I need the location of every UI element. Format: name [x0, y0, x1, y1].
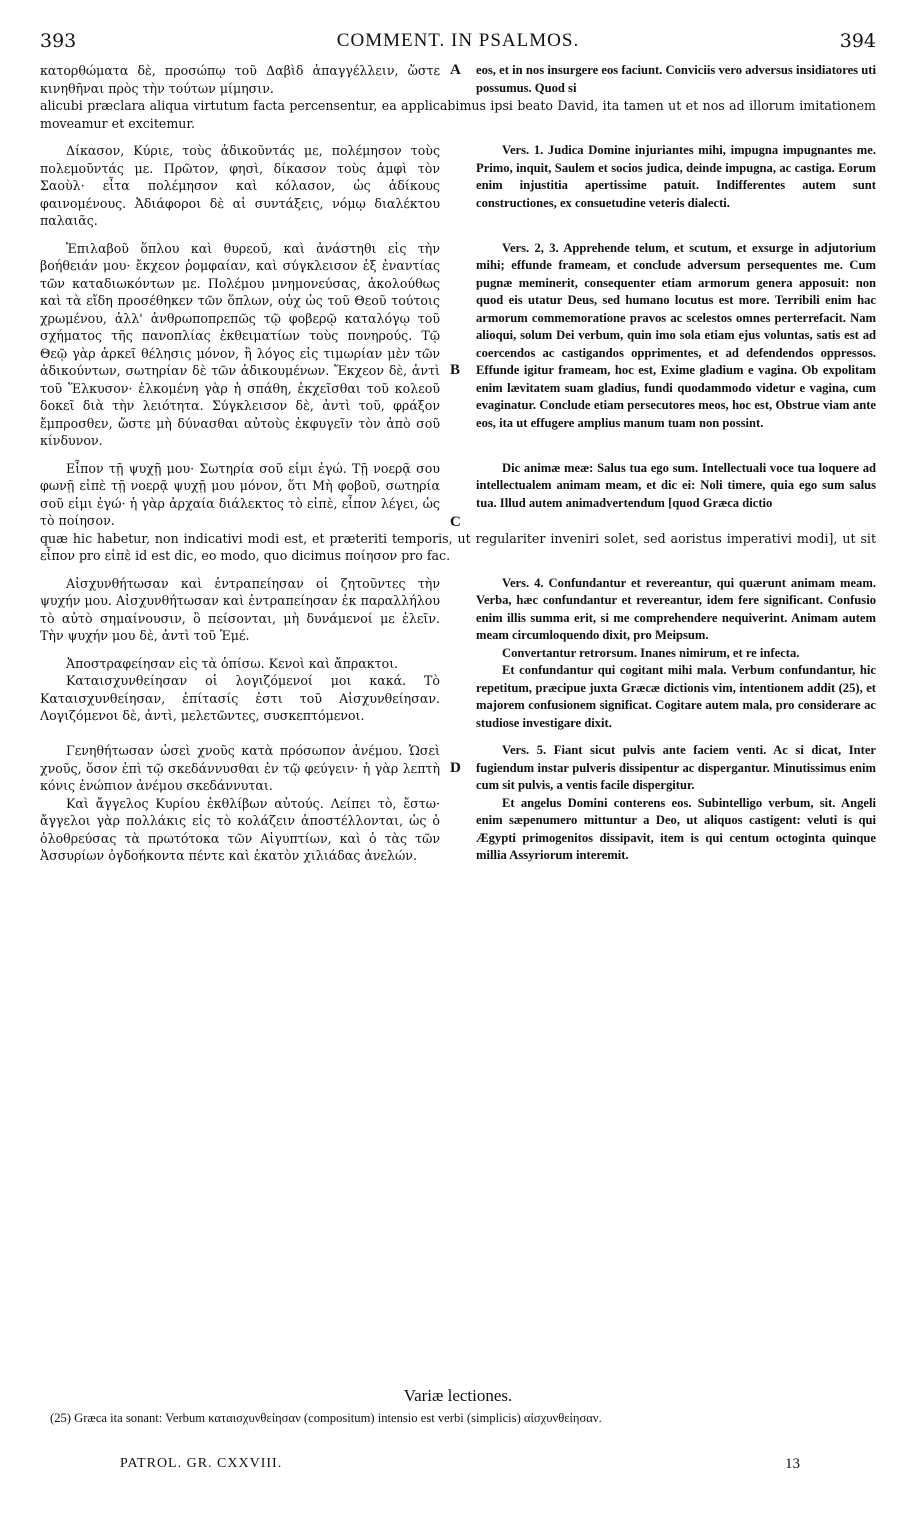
latin-column — [462, 142, 876, 212]
intro-row — [40, 62, 876, 97]
section-verse-4 — [40, 575, 876, 733]
full-width-paragraph: quæ hic habetur, non indicativi modi est, et præteriti temporis, ut regulariter inveniri solet, sed aoristus imperativi modi], ut sit εἶπον pro εἰπὲ id est dic, eo modo, quo dicimus ποίησον pro fac. — [40, 530, 876, 563]
greek-paragraph: Δίκασον, Κύριε, τοὺς ἀδικοῦντάς με, πολέμησον τοὺς πολεμοῦντάς με. Πρῶτον, φησὶ, δίκασον τοὺς ἀμφὶ τὸν Σαοὺλ· εἶτα πολέμησον καὶ κόλασον, ὡς ἀδίκους φαινομένους. Ἀδιάφοροι δὲ αἱ συντάξεις, νόμῳ διαλέκτου παλαιᾶς. — [40, 143, 440, 228]
latin-paragraph: eos, et in nos insurgere eos faciunt. Conviciis vero adversus insidiatores uti possumus. Quod si — [476, 63, 876, 95]
latin-column — [462, 240, 876, 433]
greek-column — [40, 62, 462, 97]
latin-column — [462, 62, 876, 97]
latin-column — [462, 460, 876, 513]
greek-paragraph: Καὶ ἄγγελος Κυρίου ἐκθλίβων αὐτούς. Λείπει τὸ, ἔστω· ἄγγελοι γὰρ πολλάκις εἰς τὸ κολάζειν ἀποστέλλονται, ὡς ὁ ὀλοθρεύσας τὰ πρωτότοκα τῶν Αἰγυπτίων, καὶ ὁ τὰς τῶν Ἀσσυρίων ὀγδοήκοντα πέντε καὶ ἑκατὸν χιλιάδας ἀνελών. — [40, 795, 440, 863]
full-width-paragraph: alicubi præclara aliqua virtutum facta percensentur, ea applicabimus ipsi beato David, ita tamen ut et nos ad illorum imitationem moveamur et excitemur. — [40, 98, 876, 131]
latin-column — [462, 742, 876, 865]
greek-paragraph: Εἶπον τῇ ψυχῇ μου· Σωτηρία σοῦ εἰμι ἐγώ. Τῇ νοερᾷ σου φωνῇ εἰπὲ τῇ νοερᾷ ψυχῇ μου μόνον, ὅτι Μὴ φοβοῦ, σωτηρία σοῦ εἰμι ἐγώ· ἡ γὰρ ἀρχαία διάλεκτος τὸ εἰπὲ, εἶπον λέγει, ὡς τὸ ποίησον. — [40, 460, 440, 528]
section-verse-3-dic — [40, 460, 876, 530]
greek-column — [40, 142, 462, 230]
greek-column — [40, 575, 462, 725]
latin-paragraph: Dic animæ meæ: Salus tua ego sum. Intellectuali voce tua loquere ad intellectualem animam meam, et dic ei: Noli timere, quia ego sum salus tua. Illud autem animadvertendum [quod Græca dictio — [476, 460, 876, 510]
latin-paragraph: Vers. 4. Confundantur et revereantur, qui quærunt animam meam. Verba, hæc confundantur et revereantur, idem fere significant. Confusio enim illis summa erit, si me comprehendere nequiverint. Animam autem meam circumloquendo dixit, pro Meipsum. — [476, 575, 876, 642]
margin-letter-a: A — [450, 62, 461, 78]
margin-letter-d: D — [450, 760, 461, 776]
greek-column — [40, 460, 462, 530]
text-body — [40, 62, 876, 865]
running-title: COMMENT. IN PSALMOS. — [336, 30, 580, 51]
latin-paragraph: Vers. 2, 3. Apprehende telum, et scutum, et exsurge in adjutorium mihi; effunde frameam, et conclude adversum persequentes me. Cum pugnæ meminerit, consequenter etiam armorum genera apposuit: non quod eis utatur Deus, sed humano locutus est more. Terribili enim hac armorum commemoratione pravos ac scelestos omnes perterrefacit. Nam alioqui, solum Dei verbum, quin imo sola etiam ejus voluntas, satis est ad coercendos ac castigandos opprimentes, et ad defendendos oppressos. Effunde igitur frameam, hoc est, Exime gladium e vagina. Ob expolitam enim lævitatem suam gladius, fundi quodammodo videtur e vagina, cum evaginatur. Conclude etiam persecutores meos, hoc est, Obstrue viam ante eos, ita ut effugere amplius manum tuam non possint. — [476, 240, 876, 430]
greek-paragraph: Γενηθήτωσαν ὡσεὶ χνοῦς κατὰ πρόσωπον ἀνέμου. Ὡσεὶ χνοῦς, ὅσον ἐπὶ τῷ σκεδάννυσθαι ἐν τῷ φεύγειν· ἡ γὰρ λεπτὴ κόνις ἐνώπιον ἀνέμου σκεδάννυται. — [40, 743, 440, 793]
section-verse-2-3 — [40, 240, 876, 450]
greek-paragraph: κατορθώματα δὲ, προσώπῳ τοῦ Δαβὶδ ἀπαγγέλλειν, ὥστε κινηθῆναι πρὸς τὴν τούτων μίμησιν. — [40, 63, 440, 96]
gathering-number: 13 — [785, 1456, 800, 1472]
section-verse-1 — [40, 142, 876, 230]
latin-paragraph: Et confundantur qui cogitant mihi mala. Verbum confundantur, hic repetitum, præcipue juxta Græcæ dictionis vim, intentionem addit (25), et majorem confusionem significat. Cogitare autem mala, pro considerare ac studiose investigare dixit. — [476, 663, 876, 730]
margin-letter-c: C — [450, 513, 461, 530]
variae-lectiones-title: Variæ lectiones. — [403, 1386, 513, 1405]
latin-paragraph: Convertantur retrorsum. Inanes nimirum, et re infecta. — [502, 645, 800, 660]
greek-paragraph: Ἐπιλαβοῦ ὅπλου καὶ θυρεοῦ, καὶ ἀνάστηθι εἰς τὴν βοήθειάν μου· ἔκχεον ῥομφαίαν, καὶ σύγκλεισον ἐξ ἐναντίας τῶν καταδιωκόντων με. Πολέμου μνημονεύσας, ἀκολούθως καὶ τὰ εἴδη προσέθηκεν τῶν ὅπλων, οὐχ ὡς τοῦ Θεοῦ τούτοις χρωμένου, ἀλλ' ἀνθρωποπρεπῶς τῷ φοβερῷ καταλόγῳ τοῦ σχήματος τῆς πανοπλίας ἐκθειματίων τοὺς πονηρούς. Τῷ Θεῷ γὰρ ἀρκεῖ θέλησις μόνον, ἢ λόγος εἰς τιμωρίαν μὲν τῶν ἀδικούντων, σωτηρίαν δὲ τῶν ἀδικουμένων. Ἔκχεον δὲ, ἀντὶ τοῦ Ἕλκυσον· ἑλκομένη γὰρ ἡ σπάθη, ἐκχεῖσθαι τοῦ κολεοῦ δοκεῖ διὰ τὴν λειότητα. Σύγκλεισον δὲ, ἀντὶ τοῦ, φράξον ἔμπροσθεν, ὥστε μὴ δύνασθαι αὐτοὺς ἐκφυγεῖν τὸν ἀπὸ σοῦ κίνδυνον. — [40, 240, 440, 448]
latin-paragraph: Vers. 1. Judica Domine injuriantes mihi, impugna impugnantes me. Primo, inquit, Saulem et socios judica, deinde impugna, ac castiga. Eorum enim injustitia apertissime patuit. Indifferentes autem sunt constructiones, ex consuetudine veteris dialecti. — [476, 143, 876, 210]
greek-column — [40, 240, 462, 450]
page-header — [40, 30, 876, 58]
signature-mark: PATROL. GR. CXXVIII. — [120, 1456, 283, 1471]
greek-paragraph: Ἀποστραφείησαν εἰς τὰ ὀπίσω. Κενοὶ καὶ ἄπρακτοι. — [66, 655, 399, 671]
page-number-left: 393 — [40, 30, 77, 52]
footnote-25: (25) Græca ita sonant: Verbum καταισχυνθείησαν (compositum) intensio est verbi (simplicis) αἰσχυνθείησαν. — [50, 1411, 602, 1425]
margin-letter-b: B — [450, 361, 461, 378]
greek-paragraph: Αἰσχυνθήτωσαν καὶ ἐντραπείησαν οἱ ζητοῦντες τὴν ψυχήν μου. Αἰσχυνθήτωσαν καὶ ἐντραπείησαν ἐκ παραλλήλου τὸ αὐτὸ σημαίνουσιν, ὃ πείσονται, μὴ δυνάμενοί με ἑλεῖν. Τὴν ψυχήν μου δὲ, ἀντὶ τοῦ Ἐμέ. — [40, 575, 440, 643]
latin-paragraph: Vers. 5. Fiant sicut pulvis ante faciem venti. Ac si dicat, Inter fugiendum instar pulveris dissipentur ac dispergantur. Minutissimus enim cum sit pulvis, a ventis facile dispergitur. — [476, 743, 876, 792]
latin-column — [462, 575, 876, 733]
greek-paragraph: Καταισχυνθείησαν οἱ λογιζόμενοί μοι κακά. Τὸ Καταισχυνθείησαν, ἐπίτασίς ἐστι τοῦ Αἰσχυνθείησαν. Λογιζόμενοι δὲ, ἀντὶ, μελετῶντες, συσκεπτόμενοι. — [40, 673, 440, 723]
page-number-right: 394 — [839, 30, 876, 52]
latin-paragraph: Et angelus Domini conterens eos. Subintelligo verbum, sit. Angeli enim sæpenumero mittuntur a Deo, ut aliquos castigent: veluti is qui Ægypti primogenitos dissipavit, item is qui centum octoginta quinque millia Assyriorum interemit. — [476, 795, 876, 862]
page-footer — [120, 1456, 800, 1480]
greek-column — [40, 742, 462, 865]
section-verse-5 — [40, 742, 876, 865]
